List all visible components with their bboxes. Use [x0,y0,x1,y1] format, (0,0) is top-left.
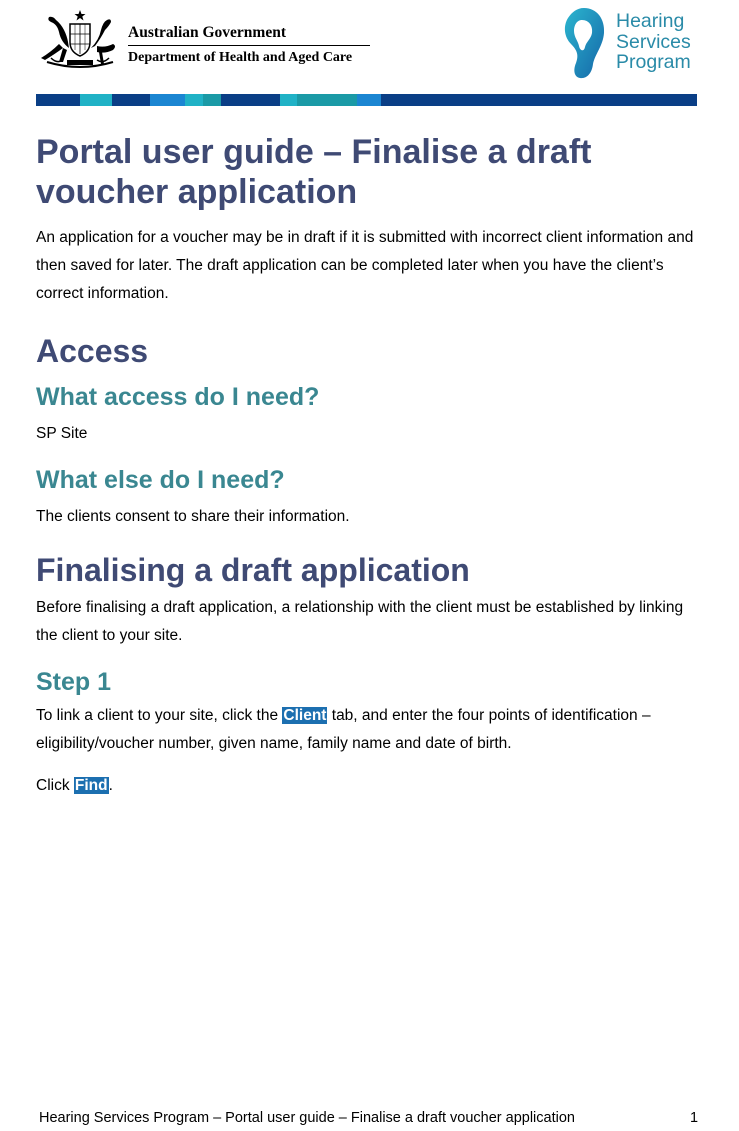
step-1-instructions [36,702,701,758]
program-logo-line-2: Services [616,30,691,53]
band-segment [150,94,185,106]
footer-title: Hearing Services Program – Portal user guide – Finalise a draft voucher application [39,1110,575,1126]
band-segment [80,94,112,106]
hearing-services-program-logo [563,6,703,82]
document-body [36,132,701,800]
click-text-before: Click [36,777,74,794]
what-else-text: The clients consent to share their information. [36,508,350,525]
band-segment [280,94,297,106]
band-segment [221,94,280,106]
band-segment [36,94,80,106]
step-1-text-after: tab, and enter the four points of identification – eligibility/voucher number, given name, family name and date of birth. [36,707,651,752]
intro-paragraph: An application for a voucher may be in draft if it is submitted with incorrect client information and then saved for later. The draft application can be completed later when you have the client’s correct information. [36,229,694,302]
client-tab-label: Client [283,707,327,724]
click-text-after: . [108,777,113,794]
logo-divider [128,45,370,46]
what-else-heading: What else do I need? [36,466,285,494]
finalising-heading: Finalising a draft application [36,552,470,588]
band-segment [203,94,221,106]
band-segment [297,94,357,106]
what-access-heading: What access do I need? [36,383,320,411]
step-1-heading: Step 1 [36,668,112,696]
coat-of-arms-icon [37,8,123,70]
band-segment [185,94,203,106]
band-segment [381,94,697,106]
department-name: Department of Health and Aged Care [128,50,353,65]
hearing-ear-icon [563,6,605,80]
access-heading: Access [36,333,149,369]
program-logo-line-3: Program [616,51,691,73]
finalising-intro: Before finalising a draft application, a relationship with the client must be established by linking the client to your site. [36,599,684,644]
band-segment [112,94,150,106]
program-logo-line-1: Hearing [616,10,685,32]
header-color-band [36,94,697,106]
government-name: Australian Government [128,24,287,41]
step-1-text-before: To link a client to your site, click the [36,707,283,724]
what-access-text: SP Site [36,425,88,442]
band-segment [357,94,381,106]
click-find-instruction [36,772,701,800]
page-title: Portal user guide – Finalise a draft voucher application [36,133,592,211]
page-number: 1 [690,1110,699,1126]
find-button-label: Find [74,777,108,794]
australian-government-logo [37,8,377,72]
